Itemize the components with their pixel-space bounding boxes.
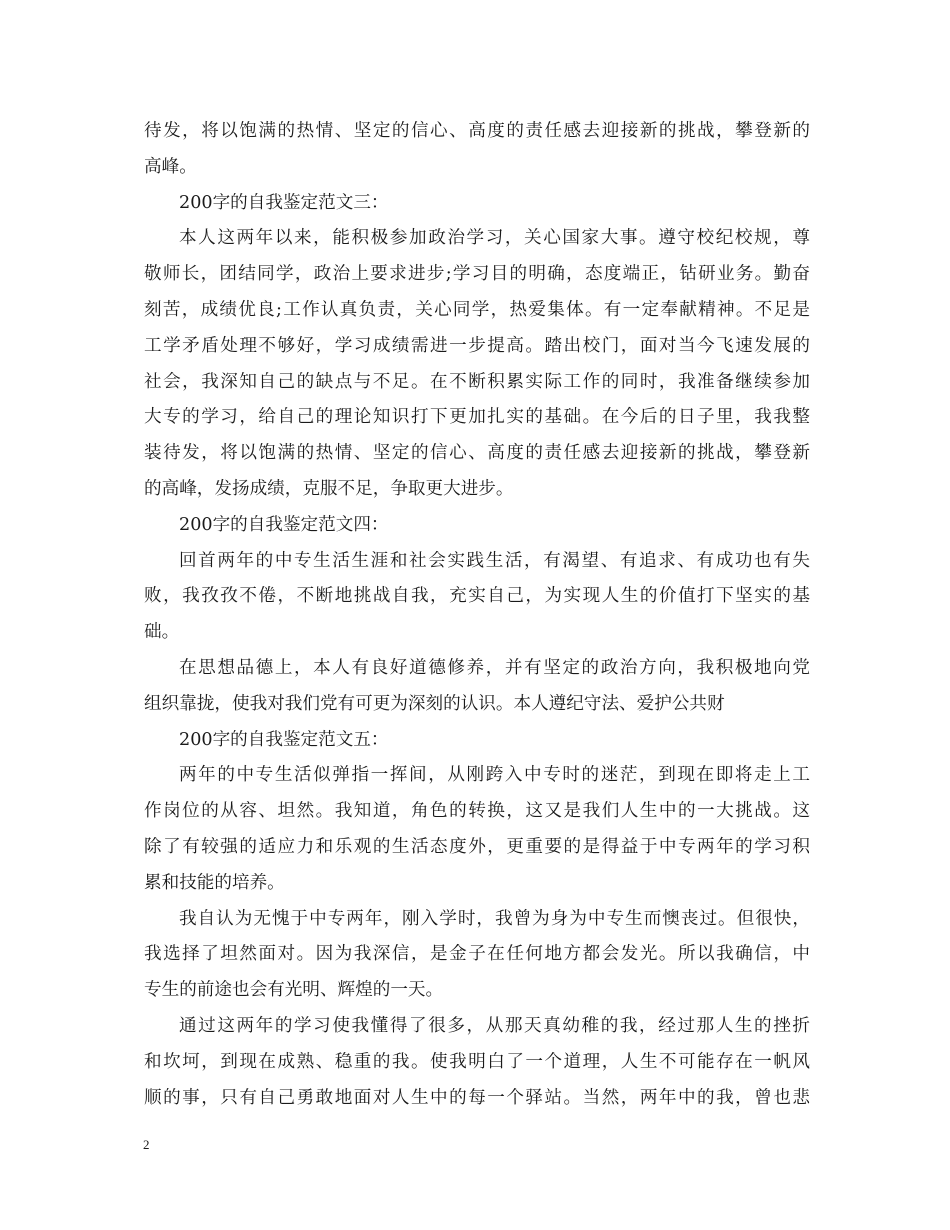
text-line: 累和技能的培养。	[144, 872, 285, 893]
text-line: 200字的自我鉴定范文三：	[179, 192, 389, 213]
text-line: 的高峰，发扬成绩，克服不足，争取更大进步。	[144, 478, 514, 499]
text-line: 和坎坷，到现在成熟、稳重的我。使我明白了一个道理，人生不可能存在一帆风	[144, 1051, 810, 1072]
text-line: 高峰。	[144, 156, 197, 177]
text-line: 回首两年的中专生活生涯和社会实践生活，有渴望、有追求、有成功也有失	[179, 550, 810, 571]
text-line: 通过这两年的学习使我懂得了很多，从那天真幼稚的我，经过那人生的挫折	[179, 1015, 810, 1036]
text-line: 大专的学习，给自己的理论知识打下更加扎实的基础。在今后的日子里，我我整	[144, 407, 810, 428]
text-line: 200字的自我鉴定范文四：	[179, 514, 389, 535]
text-line: 装待发，将以饱满的热情、坚定的信心、高度的责任感去迎接新的挑战，攀登新	[144, 443, 810, 464]
text-line: 刻苦，成绩优良;工作认真负责，关心同学，热爱集体。有一定奉献精神。不足是	[144, 299, 810, 320]
document-body	[144, 114, 810, 1116]
text-line: 专生的前途也会有光明、辉煌的一天。	[144, 980, 444, 1001]
text-line: 待发，将以饱满的热情、坚定的信心、高度的责任感去迎接新的挑战，攀登新的	[144, 121, 810, 141]
text-line: 社会，我深知自己的缺点与不足。在不断积累实际工作的同时，我准备继续参加	[144, 371, 810, 392]
text-line: 除了有较强的适应力和乐观的生活态度外，更重要的是得益于中专两年的学习积	[144, 836, 810, 857]
text-line: 两年的中专生活似弹指一挥间，从刚跨入中专时的迷茫，到现在即将走上工	[179, 765, 810, 786]
text-line: 础。	[144, 622, 180, 643]
text-line: 作岗位的从容、坦然。我知道，角色的转换，这又是我们人生中的一大挑战。这	[144, 801, 810, 822]
text-line: 在思想品德上，本人有良好道德修养，并有坚定的政治方向，我积极地向党	[179, 657, 810, 678]
text-line: 我选择了坦然面对。因为我深信，是金子在任何地方都会发光。所以我确信，中	[144, 944, 810, 965]
text-line: 200字的自我鉴定范文五：	[179, 729, 389, 750]
text-line: 顺的事，只有自己勇敢地面对人生中的每一个驿站。当然，两年中的我，曾也悲	[144, 1087, 810, 1108]
text-line: 组织靠拢，使我对我们党有可更为深刻的认识。本人遵纪守法、爱护公共财	[144, 693, 725, 714]
text-line: 敬师长，团结同学，政治上要求进步;学习目的明确，态度端正，钻研业务。勤奋	[144, 264, 810, 285]
text-line: 工学矛盾处理不够好，学习成绩需进一步提高。踏出校门，面对当今飞速发展的	[144, 335, 810, 356]
text-line: 败，我孜孜不倦，不断地挑战自我，充实自己，为实现人生的价值打下坚实的基	[144, 586, 810, 607]
page-number: 2	[143, 1137, 150, 1152]
text-line: 本人这两年以来，能积极参加政治学习，关心国家大事。遵守校纪校规，尊	[179, 228, 810, 249]
text-line: 我自认为无愧于中专两年，刚入学时，我曾为身为中专生而懊丧过。但很快，	[179, 908, 810, 929]
